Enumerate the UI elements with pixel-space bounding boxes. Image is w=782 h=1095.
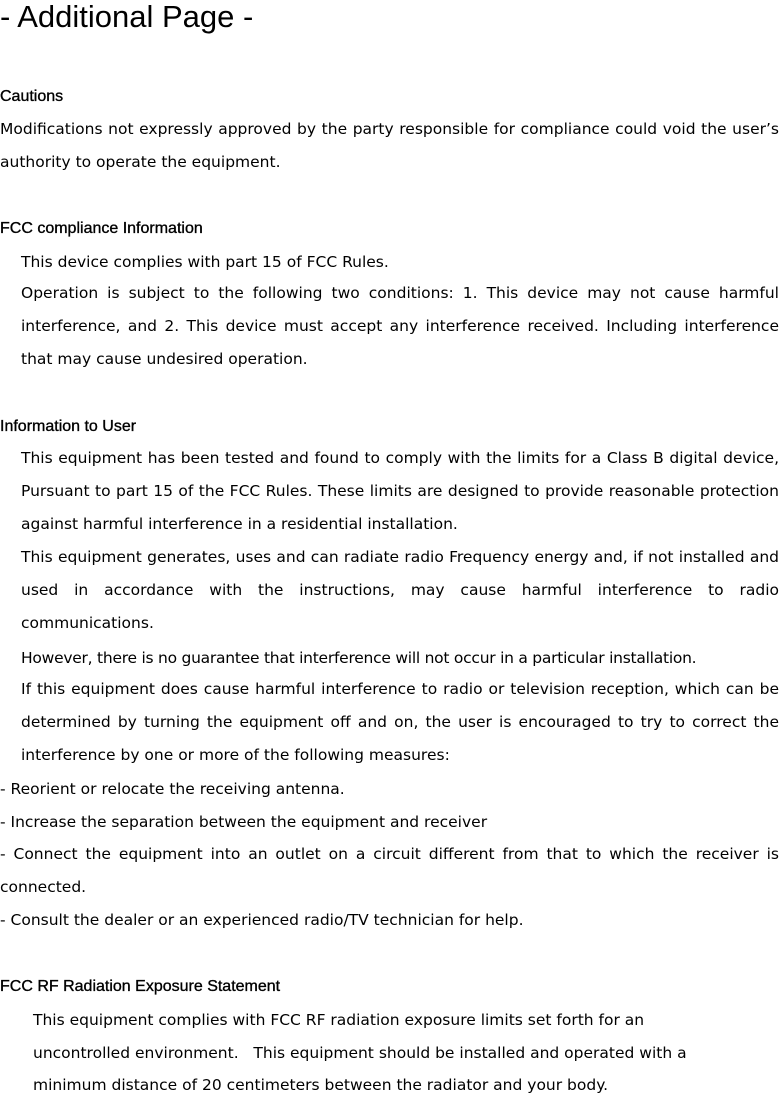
user-info-paragraph-2: This equipment generates, uses and can radiate radio Frequency energy and, if not installed and used in accordance with the instructions, may cause harmful interference to radio communications. <box>21 548 779 632</box>
fcc-compliance-line: This device complies with part 15 of FCC Rules. <box>21 253 389 271</box>
cautions-heading: Cautions <box>0 88 64 105</box>
rf-exposure-heading: FCC RF Radiation Exposure Statement <box>0 978 281 995</box>
cautions-text: Modifications not expressly approved by the party responsible for compliance could void the user’s authority to operate the equipment. <box>0 120 779 171</box>
page-title: - Additional Page - <box>0 0 254 34</box>
measure-item: - Consult the dealer or an experienced radio/TV technician for help. <box>0 911 524 929</box>
user-info-paragraph-3: If this equipment does cause harmful interference to radio or television reception, which can be determined by turning the equipment off and on, the user is encouraged to try to correct the interference by one or more of the following measures: <box>21 680 779 764</box>
user-info-heading: Information to User <box>0 418 137 435</box>
rf-exposure-line: minimum distance of 20 centimeters between the radiator and your body. <box>33 1076 609 1094</box>
rf-exposure-line: This equipment complies with FCC RF radiation exposure limits set forth for an <box>33 1011 645 1029</box>
measure-item: - Increase the separation between the equipment and receiver <box>0 813 488 831</box>
user-info-paragraph-1: This equipment has been tested and found to comply with the limits for a Class B digital device, Pursuant to part 15 of the FCC Rules. These limits are designed to provide reasonable protection against harmful interference in a residential installation. <box>21 449 779 533</box>
fcc-compliance-conditions: Operation is subject to the following two conditions: 1. This device may not cause harmful interference, and 2. This device must accept any interference received. Including interference that may cause undesired operation. <box>21 284 779 368</box>
fcc-compliance-heading: FCC compliance Information <box>0 220 203 237</box>
measure-item: - Connect the equipment into an outlet on a circuit different from that to which the receiver is connected. <box>0 845 779 896</box>
user-info-paragraph-3-line: However, there is no guarantee that interference will not occur in a particular installation. <box>21 649 697 667</box>
measure-item: - Reorient or relocate the receiving antenna. <box>0 780 345 798</box>
rf-exposure-line: uncontrolled environment. This equipment should be installed and operated with a <box>33 1044 687 1062</box>
